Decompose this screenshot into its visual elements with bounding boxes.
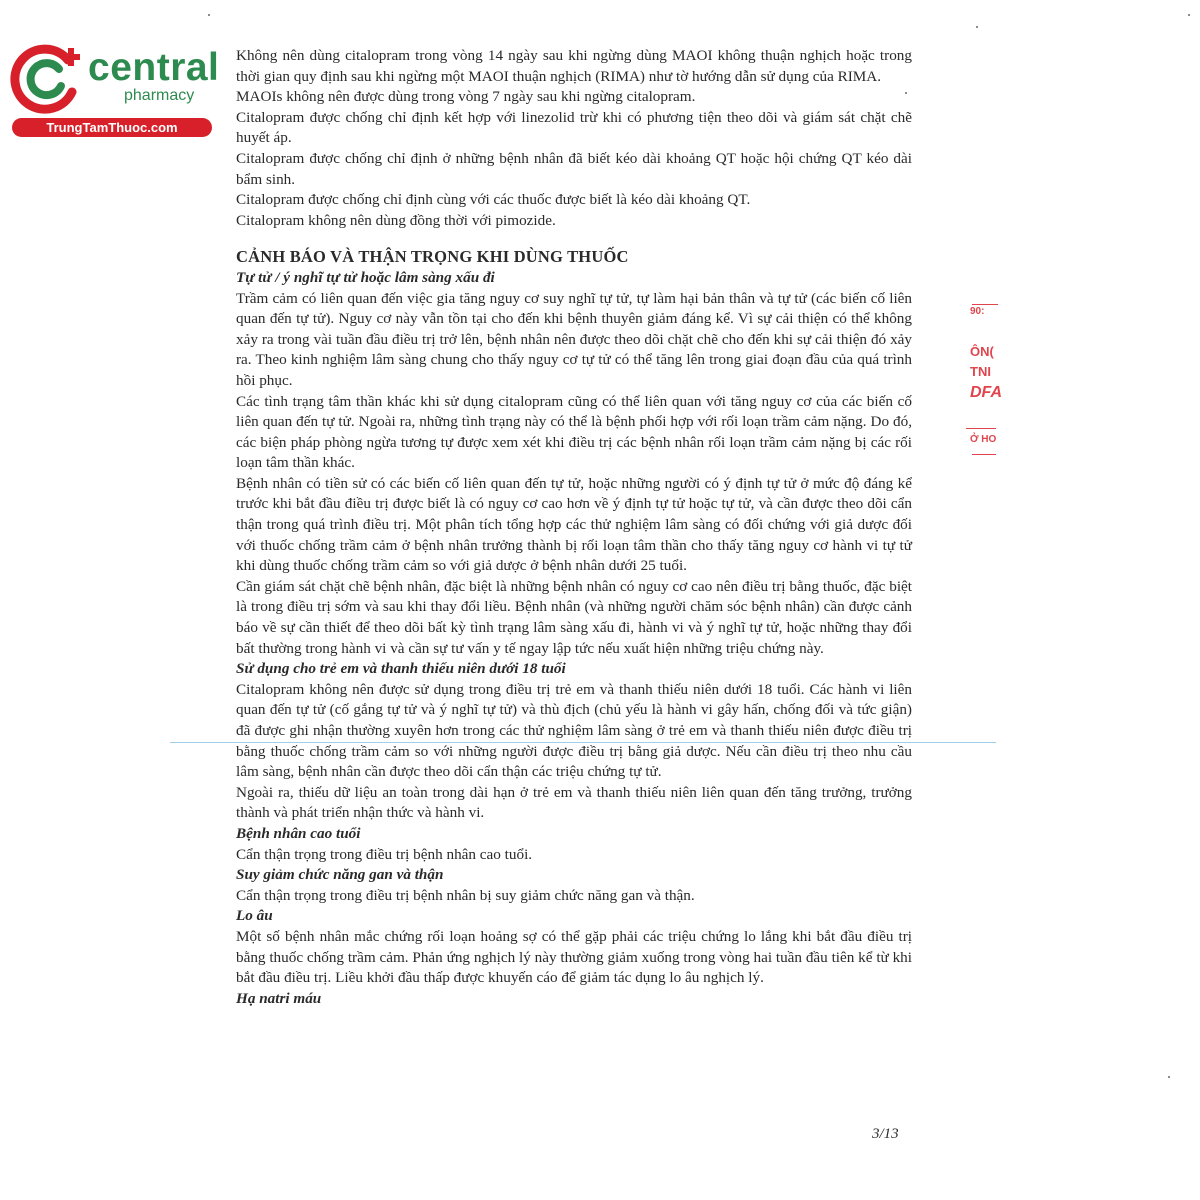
paragraph: Cẩn thận trọng trong điều trị bệnh nhân cao tuổi. (236, 845, 533, 863)
paragraph: Citalopram được chống chỉ định kết hợp với linezolid trừ khi có phương tiện theo dõi và giám sát chặt chẽ huyết áp. (236, 108, 912, 147)
site-badge[interactable]: TrungTamThuoc.com (12, 118, 212, 137)
paragraph: Bệnh nhân có tiền sử có các biến cố liên quan đến tự tử, hoặc những người có ý định tự tử ở mức độ đáng kể trước khi bắt đầu điều trị được biết là có nguy cơ cao hơn về ý định tự tử hoặc tự tử, và cần được theo dõi cẩn thận trong quá trình điều trị. Một phân tích tổng hợp các thử nghiệm lâm sàng có đối chứng với giả dược đối với thuốc chống trầm cảm ở bệnh nhân trưởng thành bị rối loạn tâm thần cho thấy tăng nguy cơ hành vi tự tử khi dùng thuốc chống trầm cảm so với giả dược ở bệnh nhân dưới 25 tuổi. (236, 474, 912, 575)
red-stamp-fragment: 90: ÔN( TNI DFA Ở HO (962, 296, 1000, 466)
subheading-children: Sử dụng cho trẻ em và thanh thiếu niên dưới 18 tuổi (236, 660, 566, 678)
scan-speck (976, 26, 978, 28)
page-number: 3/13 (872, 1126, 899, 1142)
subheading-hyponatremia: Hạ natri máu (236, 989, 322, 1007)
paragraph: Ngoài ra, thiếu dữ liệu an toàn trong dài hạn ở trẻ em và thanh thiếu niên liên quan đến tăng trưởng, trưởng thành và phát triển nhận thức và hành vi. (236, 783, 912, 822)
scan-guide-line (170, 742, 996, 743)
subheading-anxiety: Lo âu (236, 907, 273, 925)
paragraph: MAOIs không nên được dùng trong vòng 7 ngày sau khi ngừng citalopram. (236, 88, 696, 106)
paragraph: Một số bệnh nhân mắc chứng rối loạn hoảng sợ có thể gặp phải các triệu chứng lo lắng khi bắt đầu điều trị bằng thuốc chống trầm cảm. Phản ứng nghịch lý này thường giảm xuống trong vòng hai tuần đầu tiên kể từ khi bắt đầu điều trị. Liều khởi đầu thấp được khuyến cáo để giảm tác dụng lo âu nghịch lý. (236, 927, 912, 987)
paragraph: Citalopram được chống chỉ định ở những bệnh nhân đã biết kéo dài khoảng QT hoặc hội chứng QT kéo dài bẩm sinh. (236, 149, 912, 188)
logo-brand-text: central (88, 46, 220, 89)
subheading-elderly: Bệnh nhân cao tuổi (236, 824, 361, 842)
central-pharmacy-logo[interactable] (10, 38, 220, 138)
paragraph: Cần giám sát chặt chẽ bệnh nhân, đặc biệt là những bệnh nhân có nguy cơ cao nên điều trị bằng thuốc, đặc biệt là trong điều trị sớm và sau khi thay đổi liều. Bệnh nhân (và những người chăm sóc bệnh nhân) cần được cảnh báo về sự cần thiết để theo dõi bất kỳ tình trạng lâm sàng xấu đi, hành vi và ý nghĩ tự tử, hoặc những thay đổi bất thường trong hành vi và cần sự tư vấn y tế ngay lập tức nếu xuất hiện những triệu chứng này. (236, 577, 912, 657)
central-pharmacy-logo-icon (10, 38, 90, 118)
paragraph: Citalopram không nên dùng đồng thời với pimozide. (236, 211, 556, 229)
subheading-liver-kidney: Suy giảm chức năng gan và thận (236, 866, 444, 884)
subheading-suicide: Tự tử / ý nghĩ tự tử hoặc lâm sàng xấu đi (236, 268, 495, 286)
paragraph: Cẩn thận trọng trong điều trị bệnh nhân bị suy giảm chức năng gan và thận. (236, 886, 695, 904)
paragraph: Không nên dùng citalopram trong vòng 14 ngày sau khi ngừng dùng MAOI không thuận nghịch hoặc trong thời gian quy định sau khi ngừng một MAOI thuận nghịch (RIMA) như tờ hướng dẫn sử dụng của RIMA. (236, 47, 912, 85)
scan-speck (208, 14, 210, 16)
document-body (236, 46, 912, 1009)
paragraph: Citalopram được chống chỉ định cùng với các thuốc được biết là kéo dài khoảng QT. (236, 191, 751, 209)
paragraph: Trầm cảm có liên quan đến việc gia tăng nguy cơ suy nghĩ tự tử, tự làm hại bản thân và tự tử (các biến cố liên quan đến tự tử). Nguy cơ này vẫn tồn tại cho đến khi bệnh thuyên giảm đáng kể. Vì sự cải thiện có thể không xảy ra trong vài tuần đầu điều trị trở lên, bệnh nhân nên được theo dõi chặt chẽ cho đến khi sự cải thiện đó xảy ra. Theo kinh nghiệm lâm sàng chung cho thấy nguy cơ tự tử có thể tăng lên trong giai đoạn đầu của quá trình hồi phục. (236, 289, 912, 389)
section-heading: CẢNH BÁO VÀ THẬN TRỌNG KHI DÙNG THUỐC (236, 247, 629, 267)
paragraph: Citalopram không nên được sử dụng trong điều trị trẻ em và thanh thiếu niên dưới 18 tuổi. Các hành vi liên quan đến tự tử (cố gắng tự tử và ý nghĩ tự tử) và thù địch (chủ yếu là hành vi gây hấn, chống đối và tức giận) đã được ghi nhận thường xuyên hơn trong các thử nghiệm lâm sàng ở trẻ em và thanh thiếu niên được điều trị bằng thuốc chống trầm cảm so với những người được điều trị bằng giả dược. Nếu cần điều trị theo nhu cầu lâm sàng, bệnh nhân cần được theo dõi cẩn thận các triệu chứng tự tử. (236, 680, 912, 781)
scan-speck (1168, 1076, 1170, 1078)
logo-sub-text: pharmacy (124, 87, 195, 104)
scan-speck (905, 92, 907, 94)
scan-speck (1188, 14, 1190, 16)
paragraph: Các tình trạng tâm thần khác khi sử dụng citalopram cũng có thể liên quan với tăng nguy cơ của các biến cố liên quan đến tự tử. Ngoài ra, những tình trạng này có thể là bệnh phối hợp với rối loạn trầm cảm nặng. Do đó, các biện pháp phòng ngừa tương tự được xem xét khi điều trị các bệnh nhân rối loạn trầm cảm nặng bị các rối loạn tâm thần khác. (236, 392, 912, 472)
